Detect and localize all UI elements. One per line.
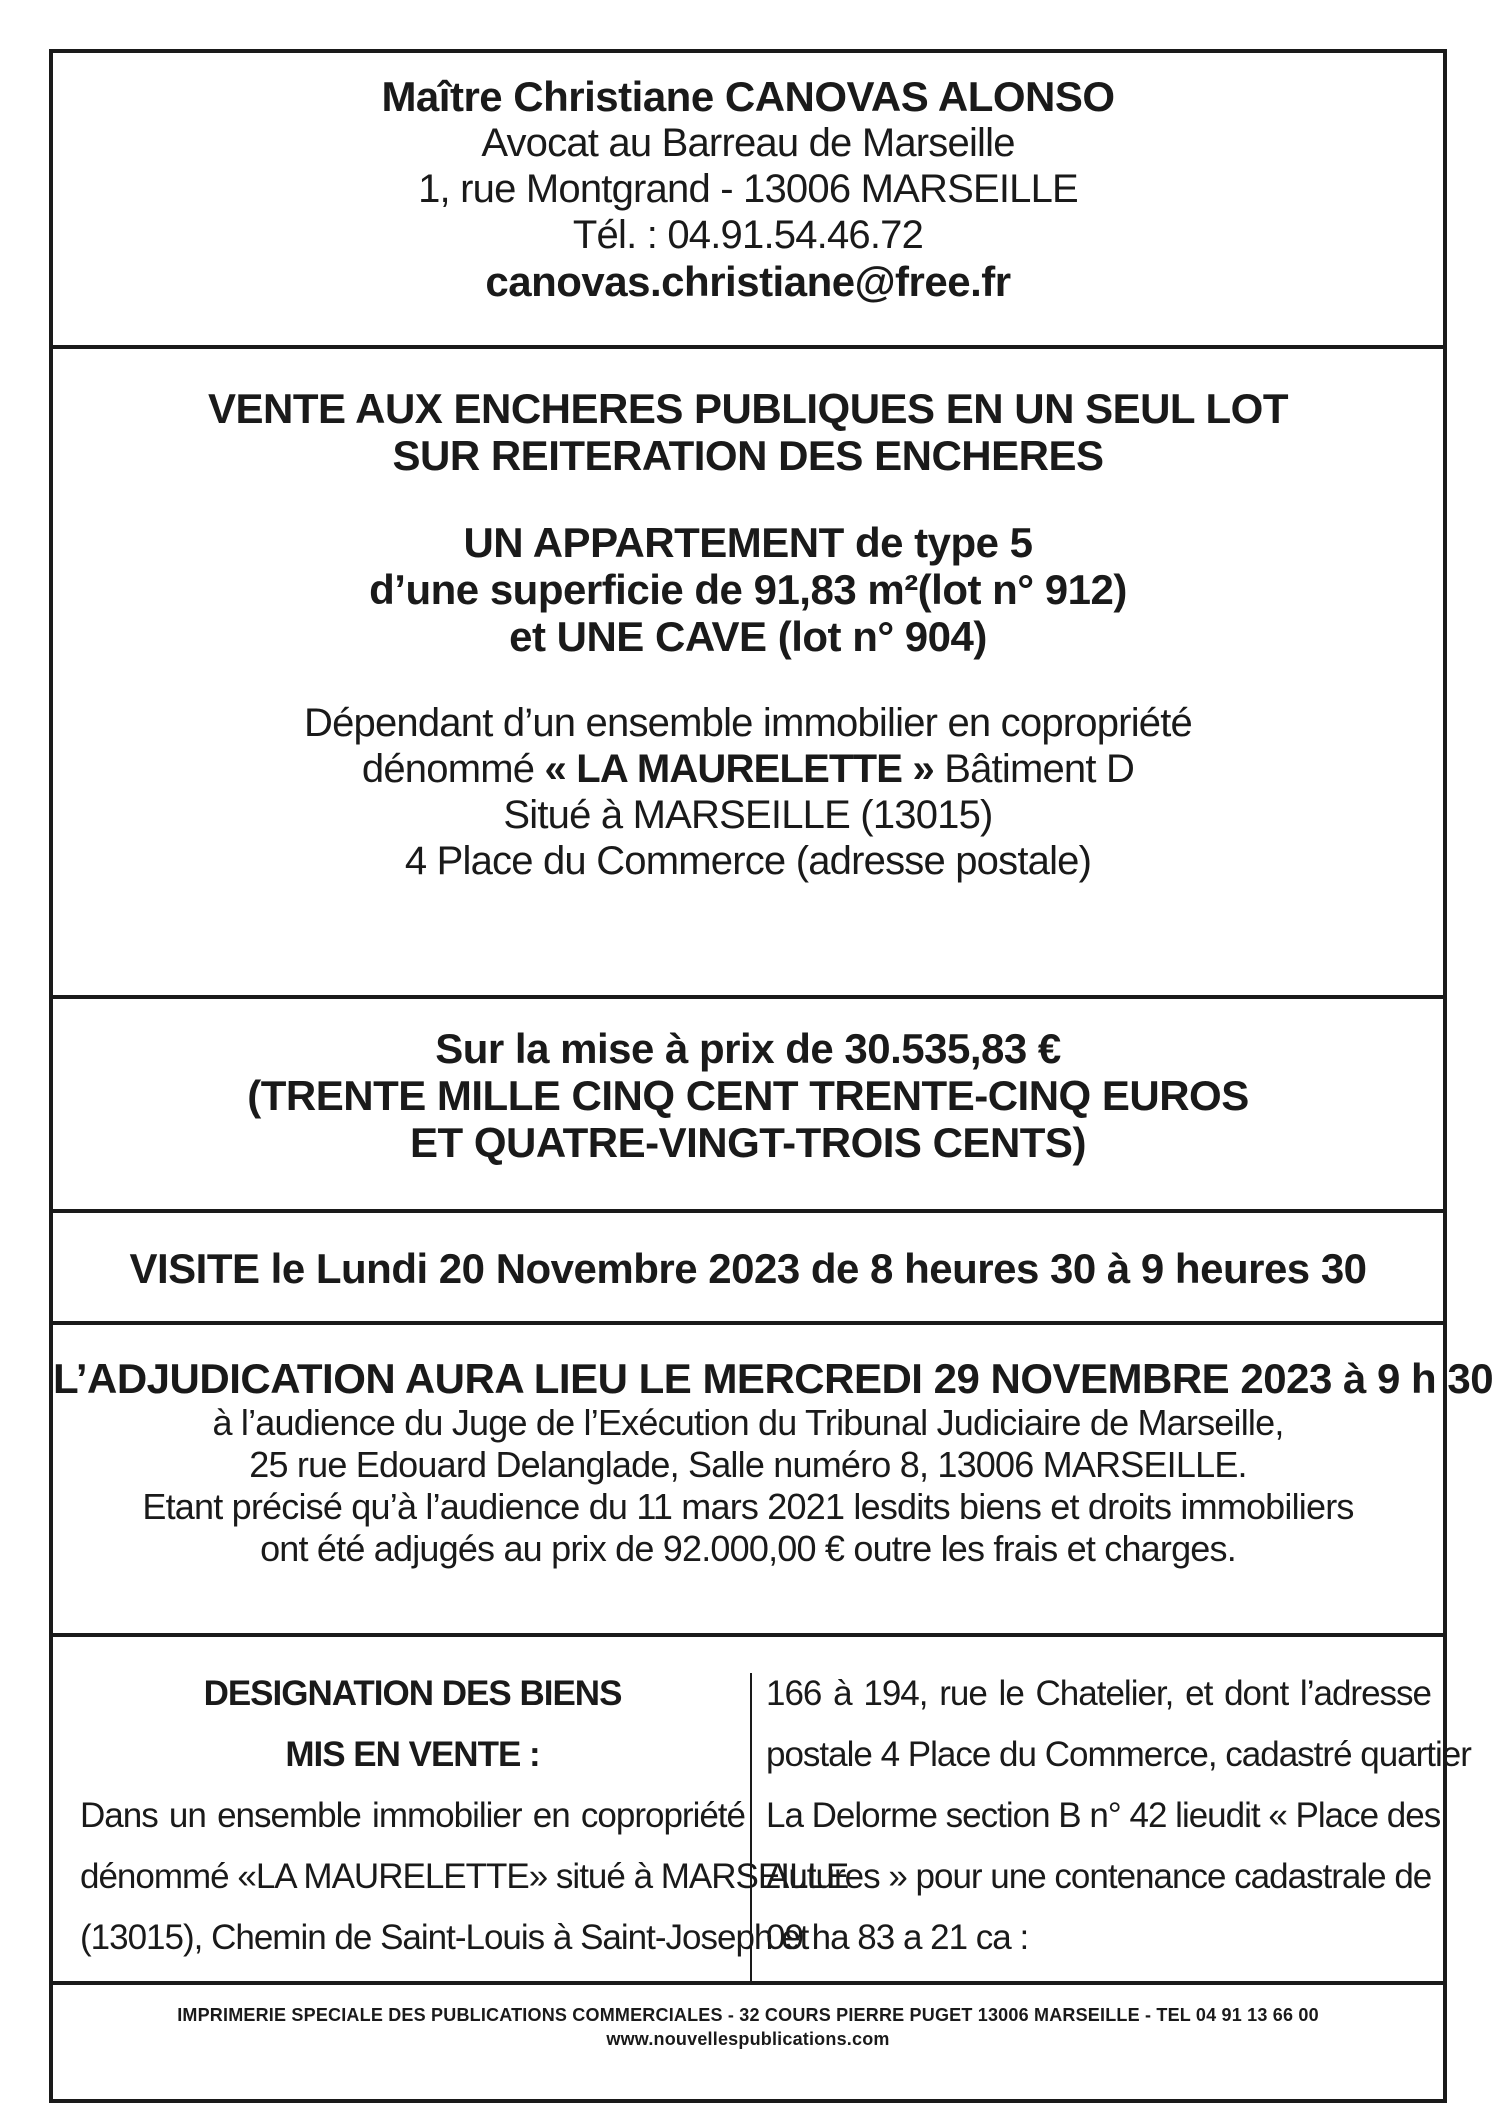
designation-right-line: 09 ha 83 a 21 ca : bbox=[766, 1918, 1029, 1957]
adjudication-heading: L’ADJUDICATION AURA LIEU LE MERCREDI 29 NOVEMBRE 2023 à 9 h 30 bbox=[53, 1355, 1494, 1402]
designation-heading-2: MIS EN VENTE : bbox=[285, 1735, 540, 1774]
sale-heading-1: VENTE AUX ENCHERES PUBLIQUES EN UN SEUL LOT bbox=[208, 385, 1288, 432]
adjudication-line-2: 25 rue Edouard Delanglade, Salle numéro 8, 13006 MARSEILLE. bbox=[249, 1444, 1247, 1485]
lawyer-header bbox=[53, 73, 1443, 305]
divider bbox=[53, 1321, 1443, 1325]
spacer bbox=[53, 660, 1443, 700]
adjudication-line-4: ont été adjugés au prix de 92.000,00 € outre les frais et charges. bbox=[260, 1528, 1236, 1569]
lawyer-address: 1, rue Montgrand - 13006 MARSEILLE bbox=[418, 167, 1078, 211]
sale-heading-2: SUR REITERATION DES ENCHERES bbox=[392, 432, 1104, 479]
dependency-pre: dénommé bbox=[361, 747, 535, 791]
dependency-line-3: Situé à MARSEILLE (13015) bbox=[503, 793, 993, 837]
designation-left-line: Dans un ensemble immobilier en copropriété bbox=[80, 1796, 745, 1835]
footer-line-1: IMPRIMERIE SPECIALE DES PUBLICATIONS COMMERCIALES - 32 COURS PIERRE PUGET 13006 MARSEILLE - TEL 04 91 13 66 00 bbox=[177, 2005, 1319, 2025]
divider bbox=[53, 995, 1443, 999]
lawyer-name: Maître Christiane CANOVAS ALONSO bbox=[381, 73, 1115, 120]
dependency-post: Bâtiment D bbox=[944, 747, 1135, 791]
residence-name: « LA MAURELETTE » bbox=[544, 747, 934, 791]
divider bbox=[53, 1633, 1443, 1637]
adjudication-line-3: Etant précisé qu’à l’audience du 11 mars 2021 lesdits biens et droits immobiliers bbox=[142, 1486, 1354, 1527]
property-line-2: d’une superficie de 91,83 m²(lot n° 912) bbox=[369, 566, 1127, 613]
designation-right-line: La Delorme section B n° 42 lieudit « Place des bbox=[766, 1796, 1441, 1835]
dependency-line-2 bbox=[53, 746, 1443, 792]
adjudication-line-1: à l’audience du Juge de l’Exécution du Tribunal Judiciaire de Marseille, bbox=[212, 1402, 1284, 1443]
visit-text: VISITE le Lundi 20 Novembre 2023 de 8 heures 30 à 9 heures 30 bbox=[129, 1245, 1367, 1292]
spacer bbox=[53, 479, 1443, 519]
designation-right-line: 166 à 194, rue le Chatelier, et dont l’adresse bbox=[766, 1674, 1431, 1713]
printer-footer bbox=[53, 2003, 1443, 2051]
price-line-1: Sur la mise à prix de 30.535,83 € bbox=[435, 1025, 1061, 1072]
designation-left-line: (13015), Chemin de Saint-Louis à Saint-Joseph et bbox=[80, 1918, 809, 1957]
dependency-line-1: Dépendant d’un ensemble immobilier en copropriété bbox=[303, 701, 1192, 745]
visit-section bbox=[53, 1245, 1443, 1292]
footer-website-link[interactable]: www.nouvellespublications.com bbox=[606, 2029, 890, 2049]
designation-left-line: dénommé «LA MAURELETTE» situé à MARSEILLE bbox=[80, 1857, 849, 1896]
column-separator bbox=[750, 1673, 752, 1983]
sale-section bbox=[53, 385, 1443, 884]
divider bbox=[53, 1981, 1443, 1985]
designation-right-line: postale 4 Place du Commerce, cadastré quartier bbox=[766, 1735, 1471, 1774]
property-line-3: et UNE CAVE (lot n° 904) bbox=[509, 613, 987, 660]
dependency-line-4: 4 Place du Commerce (adresse postale) bbox=[404, 839, 1092, 883]
designation-right-column bbox=[766, 1663, 1471, 1968]
price-line-3: ET QUATRE-VINGT-TROIS CENTS) bbox=[410, 1119, 1086, 1166]
designation-left-column bbox=[80, 1663, 849, 1968]
divider bbox=[53, 345, 1443, 349]
designation-heading-1: DESIGNATION DES BIENS bbox=[203, 1674, 622, 1713]
lawyer-email: canovas.christiane@free.fr bbox=[485, 258, 1011, 305]
property-line-1: UN APPARTEMENT de type 5 bbox=[463, 519, 1033, 566]
adjudication-section bbox=[53, 1355, 1494, 1570]
price-section bbox=[53, 1025, 1443, 1166]
price-line-2: (TRENTE MILLE CINQ CENT TRENTE-CINQ EUROS bbox=[247, 1072, 1249, 1119]
lawyer-title: Avocat au Barreau de Marseille bbox=[481, 121, 1015, 165]
divider bbox=[53, 1209, 1443, 1213]
designation-right-line: Autures » pour une contenance cadastrale de bbox=[766, 1857, 1432, 1896]
legal-notice-frame bbox=[49, 49, 1494, 2103]
lawyer-phone: Tél. : 04.91.54.46.72 bbox=[572, 213, 924, 257]
